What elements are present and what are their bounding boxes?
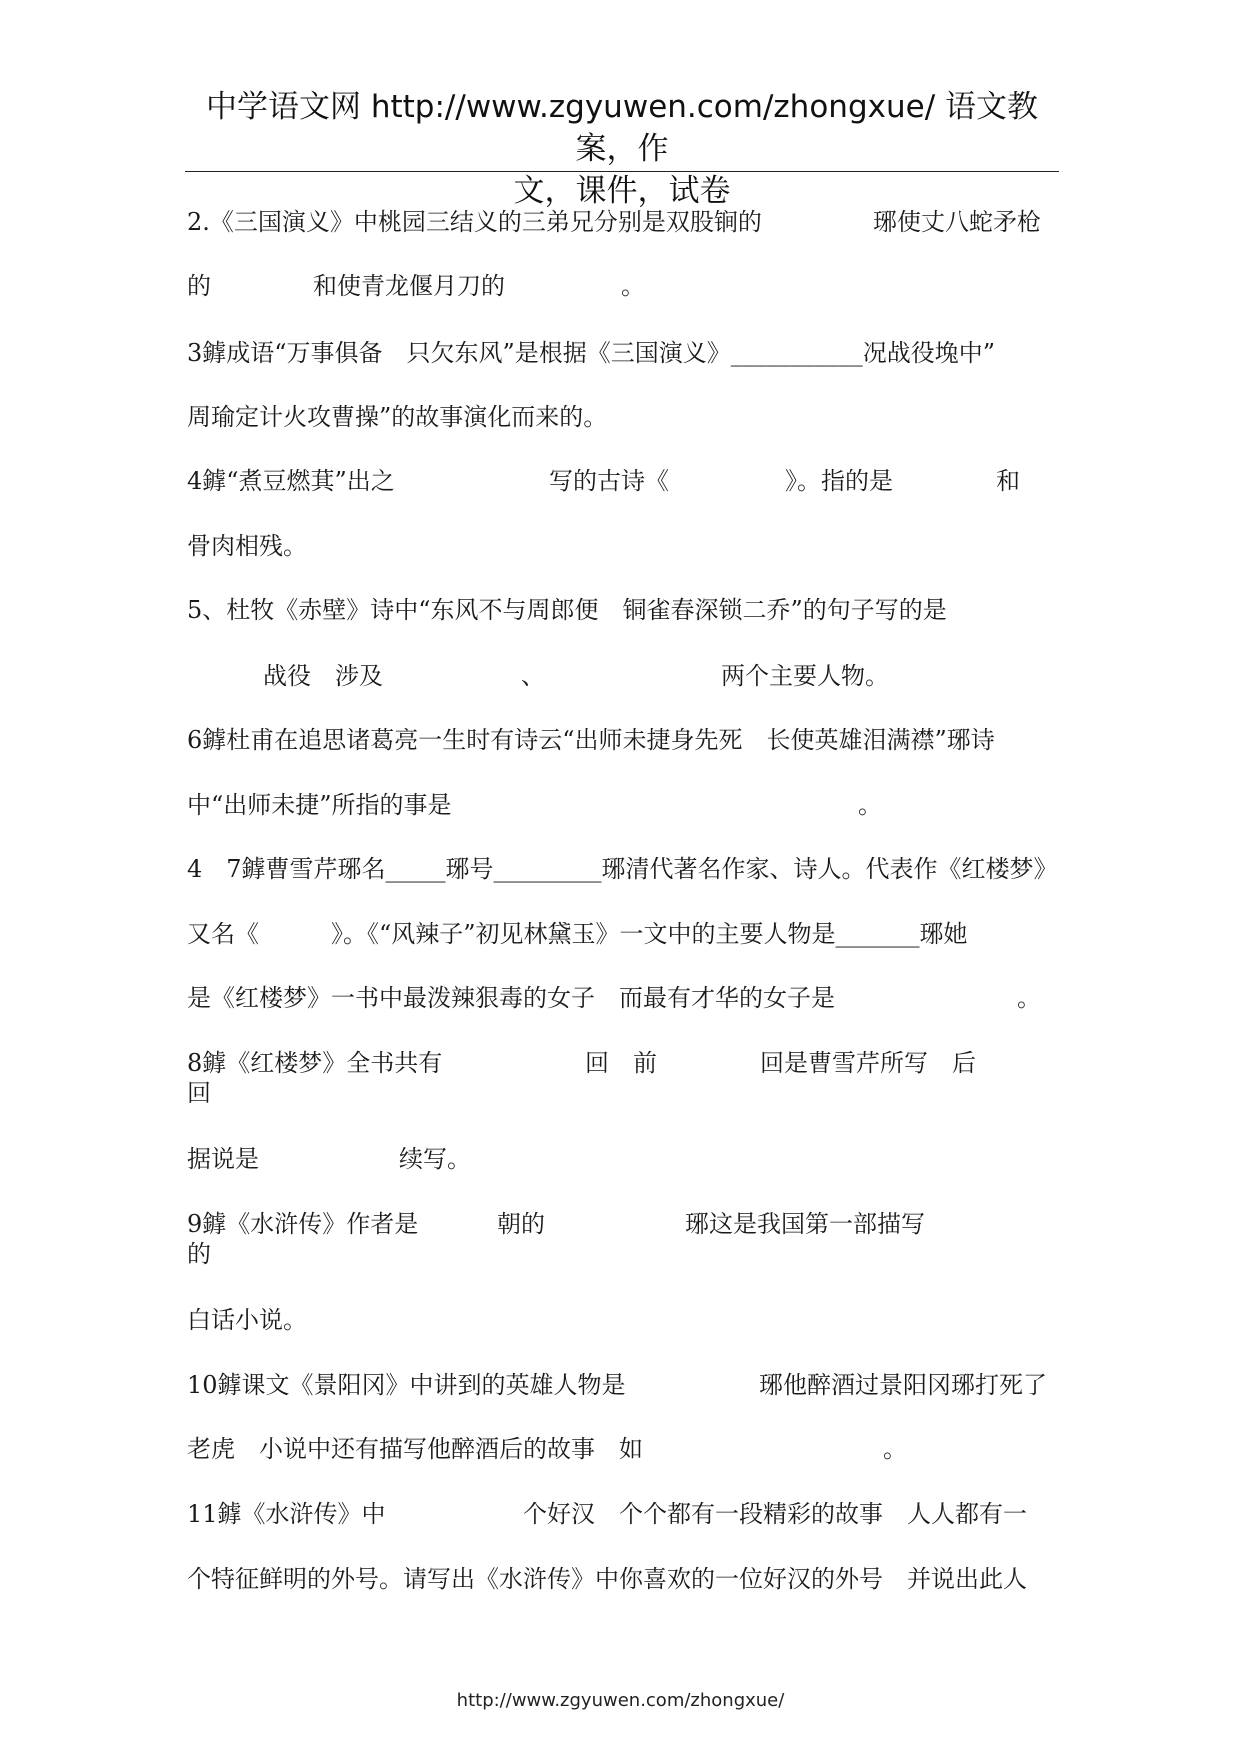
q7-text-c: 是《红楼梦》一书中最泼辣狠毒的女子 而最有才华的女子是	[187, 984, 835, 1012]
header-divider	[185, 171, 1059, 172]
page-footer-url: http://www.zgyuwen.com/zhongxue/	[456, 1690, 785, 1711]
page-header	[185, 86, 1059, 212]
q9-text-b: 朝的	[497, 1210, 545, 1238]
q10-text-a: 10鎼课文《景阳冈》中讲到的英雄人物是	[187, 1371, 626, 1399]
q4-text-c: 》。指的是	[785, 467, 893, 495]
q6-text-a: 6鎼杜甫在追思诸葛亮一生时有诗云“出师未捷身先死 长使英雄泪满襟”琊诗	[187, 726, 995, 754]
header-line-1: 中学语文网 http://www.zgyuwen.com/zhongxue/ 语文教案，作	[206, 89, 1038, 167]
q2-text-e: 。	[621, 272, 645, 300]
q4-text-a: 4鎼“煮豆燃萁”出之	[187, 467, 395, 495]
q10-text-c: 老虎 小说中还有描写他醉酒后的故事 如	[187, 1435, 643, 1463]
q11-text-c: 个特征鲜明的外号。请写出《水浒传》中你喜欢的一位好汉的外号 并说出此人	[187, 1565, 1027, 1593]
q8-text-f: 续写。	[399, 1145, 471, 1173]
q5-text-a: 5、杜牧《赤壁》诗中“东风不与周郎便 铜雀春深锁二乔”的句子写的是	[187, 596, 947, 624]
q11-text-b: 个好汉 个个都有一段精彩的故事 人人都有一	[523, 1500, 1027, 1528]
q8-text-a: 8鎼《红楼梦》全书共有	[187, 1049, 443, 1077]
q7-text-b: 又名《 》。《“风辣子”初见林黛玉》一文中的主要人物是_______琊她	[187, 920, 968, 948]
q8-text-c: 回是曹雪芹所写 后	[760, 1049, 976, 1077]
q6-text-b: 中“出师未捷”所指的事是	[187, 791, 452, 819]
q9-text-a: 9鎼《水浒传》作者是	[187, 1210, 419, 1238]
q11-text-a: 11鎼《水浒传》中	[187, 1500, 386, 1528]
q4-text-e: 骨肉相残。	[187, 532, 307, 560]
q4-text-b: 写的古诗《	[549, 467, 669, 495]
q2-text-b: 琊使丈八蛇矛枪	[873, 208, 1041, 236]
q8-text-d: 回	[187, 1079, 211, 1107]
q8-text-e: 据说是	[187, 1145, 259, 1173]
q9-text-e: 白话小说。	[187, 1306, 307, 1334]
q8-text-b: 回 前	[585, 1049, 657, 1077]
q5-text-c: 、	[521, 662, 545, 690]
q7-text-d: 。	[1017, 984, 1041, 1012]
q3-text-b: 周瑜定计火攻曹操”的故事演化而来的。	[187, 403, 608, 431]
q5-text-d: 两个主要人物。	[721, 662, 889, 690]
q9-text-d: 的	[187, 1240, 211, 1268]
q3-text-a: 3鎼成语“万事俱备 只欠东风”是根据《三国演义》___________况战役堍中”	[187, 339, 996, 367]
q2-text-d: 和使青龙偃月刀的	[313, 272, 505, 300]
q10-text-d: 。	[883, 1435, 907, 1463]
q10-text-b: 琊他醉酒过景阳冈琊打死了	[759, 1371, 1047, 1399]
q2-text-a: 2.《三国演义》中桃园三结义的三弟兄分别是双股锏的	[187, 208, 762, 236]
header-line-2: 文，课件，试卷	[513, 173, 731, 209]
q6-text-c: 。	[858, 791, 882, 819]
q4-text-d: 和	[996, 467, 1020, 495]
q5-text-b: 战役 涉及	[263, 662, 383, 690]
q9-text-c: 琊这是我国第一部描写	[685, 1210, 925, 1238]
q7-text-a: 4 7鎼曹雪芹琊名_____琊号_________琊清代著名作家、诗人。代表作《红楼梦》	[187, 855, 1058, 883]
q2-text-c: 的	[187, 272, 211, 300]
